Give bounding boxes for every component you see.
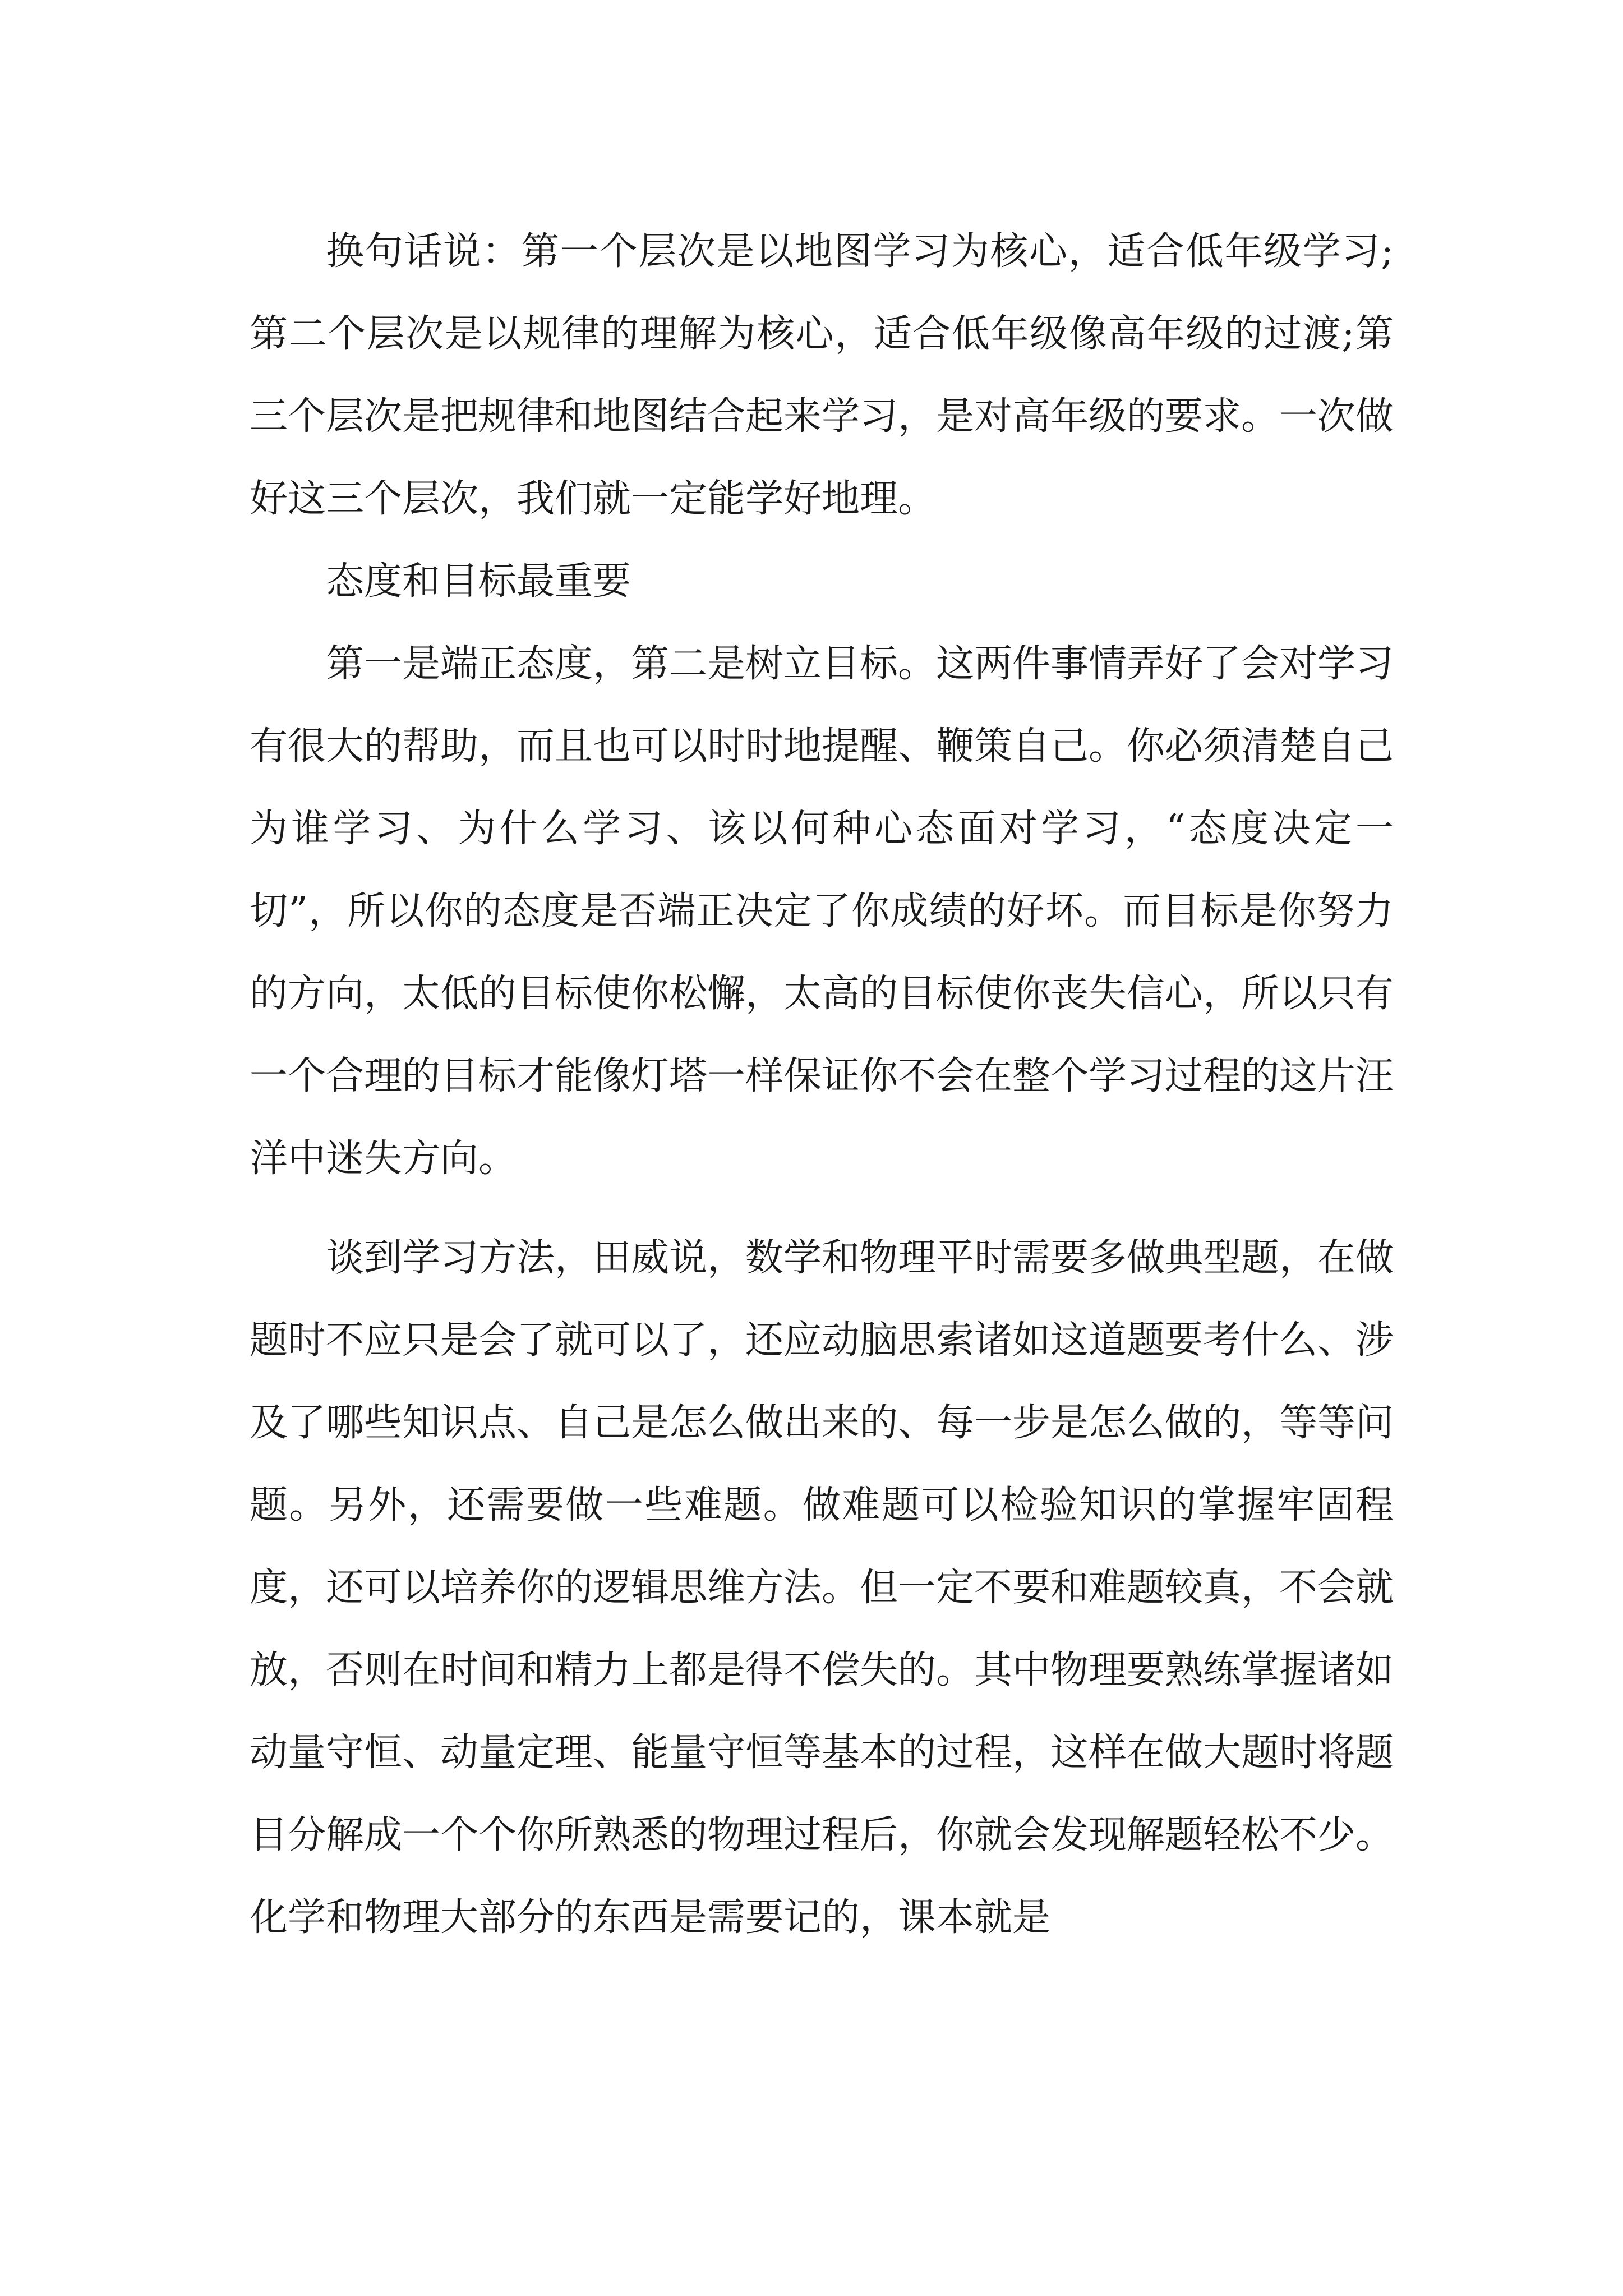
section-heading-attitude-goals: 态度和目标最重要 <box>326 559 631 604</box>
paragraph-attitude-goals: 第一是端正态度，第二是树立目标。这两件事情弄好了会对学习有很大的帮助，而且也可以时时地提醒、鞭策自己。你必须清楚自己为谁学习、为什么学习、该以何种心态面对学习，“态度决定一切”，所以你的态度是否端正决定了你成绩的好坏。而目标是你努力的方向，太低的目标使你松懈，太高的目标使你丧失信心，所以只有一个合理的目标才能像灯塔一样保证你不会在整个学习过程的这片汪洋中迷失方向。 <box>250 642 1394 1181</box>
paragraph-geography-levels: 换句话说：第一个层次是以地图学习为核心，适合低年级学习;第二个层次是以规律的理解为核心，适合低年级像高年级的过渡;第三个层次是把规律和地图结合起来学习，是对高年级的要求。一次做好这三个层次，我们就一定能学好地理。 <box>250 229 1394 521</box>
document-page <box>250 210 1394 1959</box>
paragraph-study-methods: 谈到学习方法，田威说，数学和物理平时需要多做典型题，在做题时不应只是会了就可以了，还应动脑思索诸如这道题要考什么、涉及了哪些知识点、自己是怎么做出来的、每一步是怎么做的，等等问题。另外，还需要做一些难题。做难题可以检验知识的掌握牢固程度，还可以培养你的逻辑思维方法。但一定不要和难题较真，不会就放，否则在时间和精力上都是得不偿失的。其中物理要熟练掌握诸如动量守恒、动量定理、能量守恒等基本的过程，这样在做大题时将题目分解成一个个你所熟悉的物理过程后，你就会发现解题轻松不少。化学和物理大部分的东西是需要记的，课本就是 <box>250 1236 1394 1940</box>
